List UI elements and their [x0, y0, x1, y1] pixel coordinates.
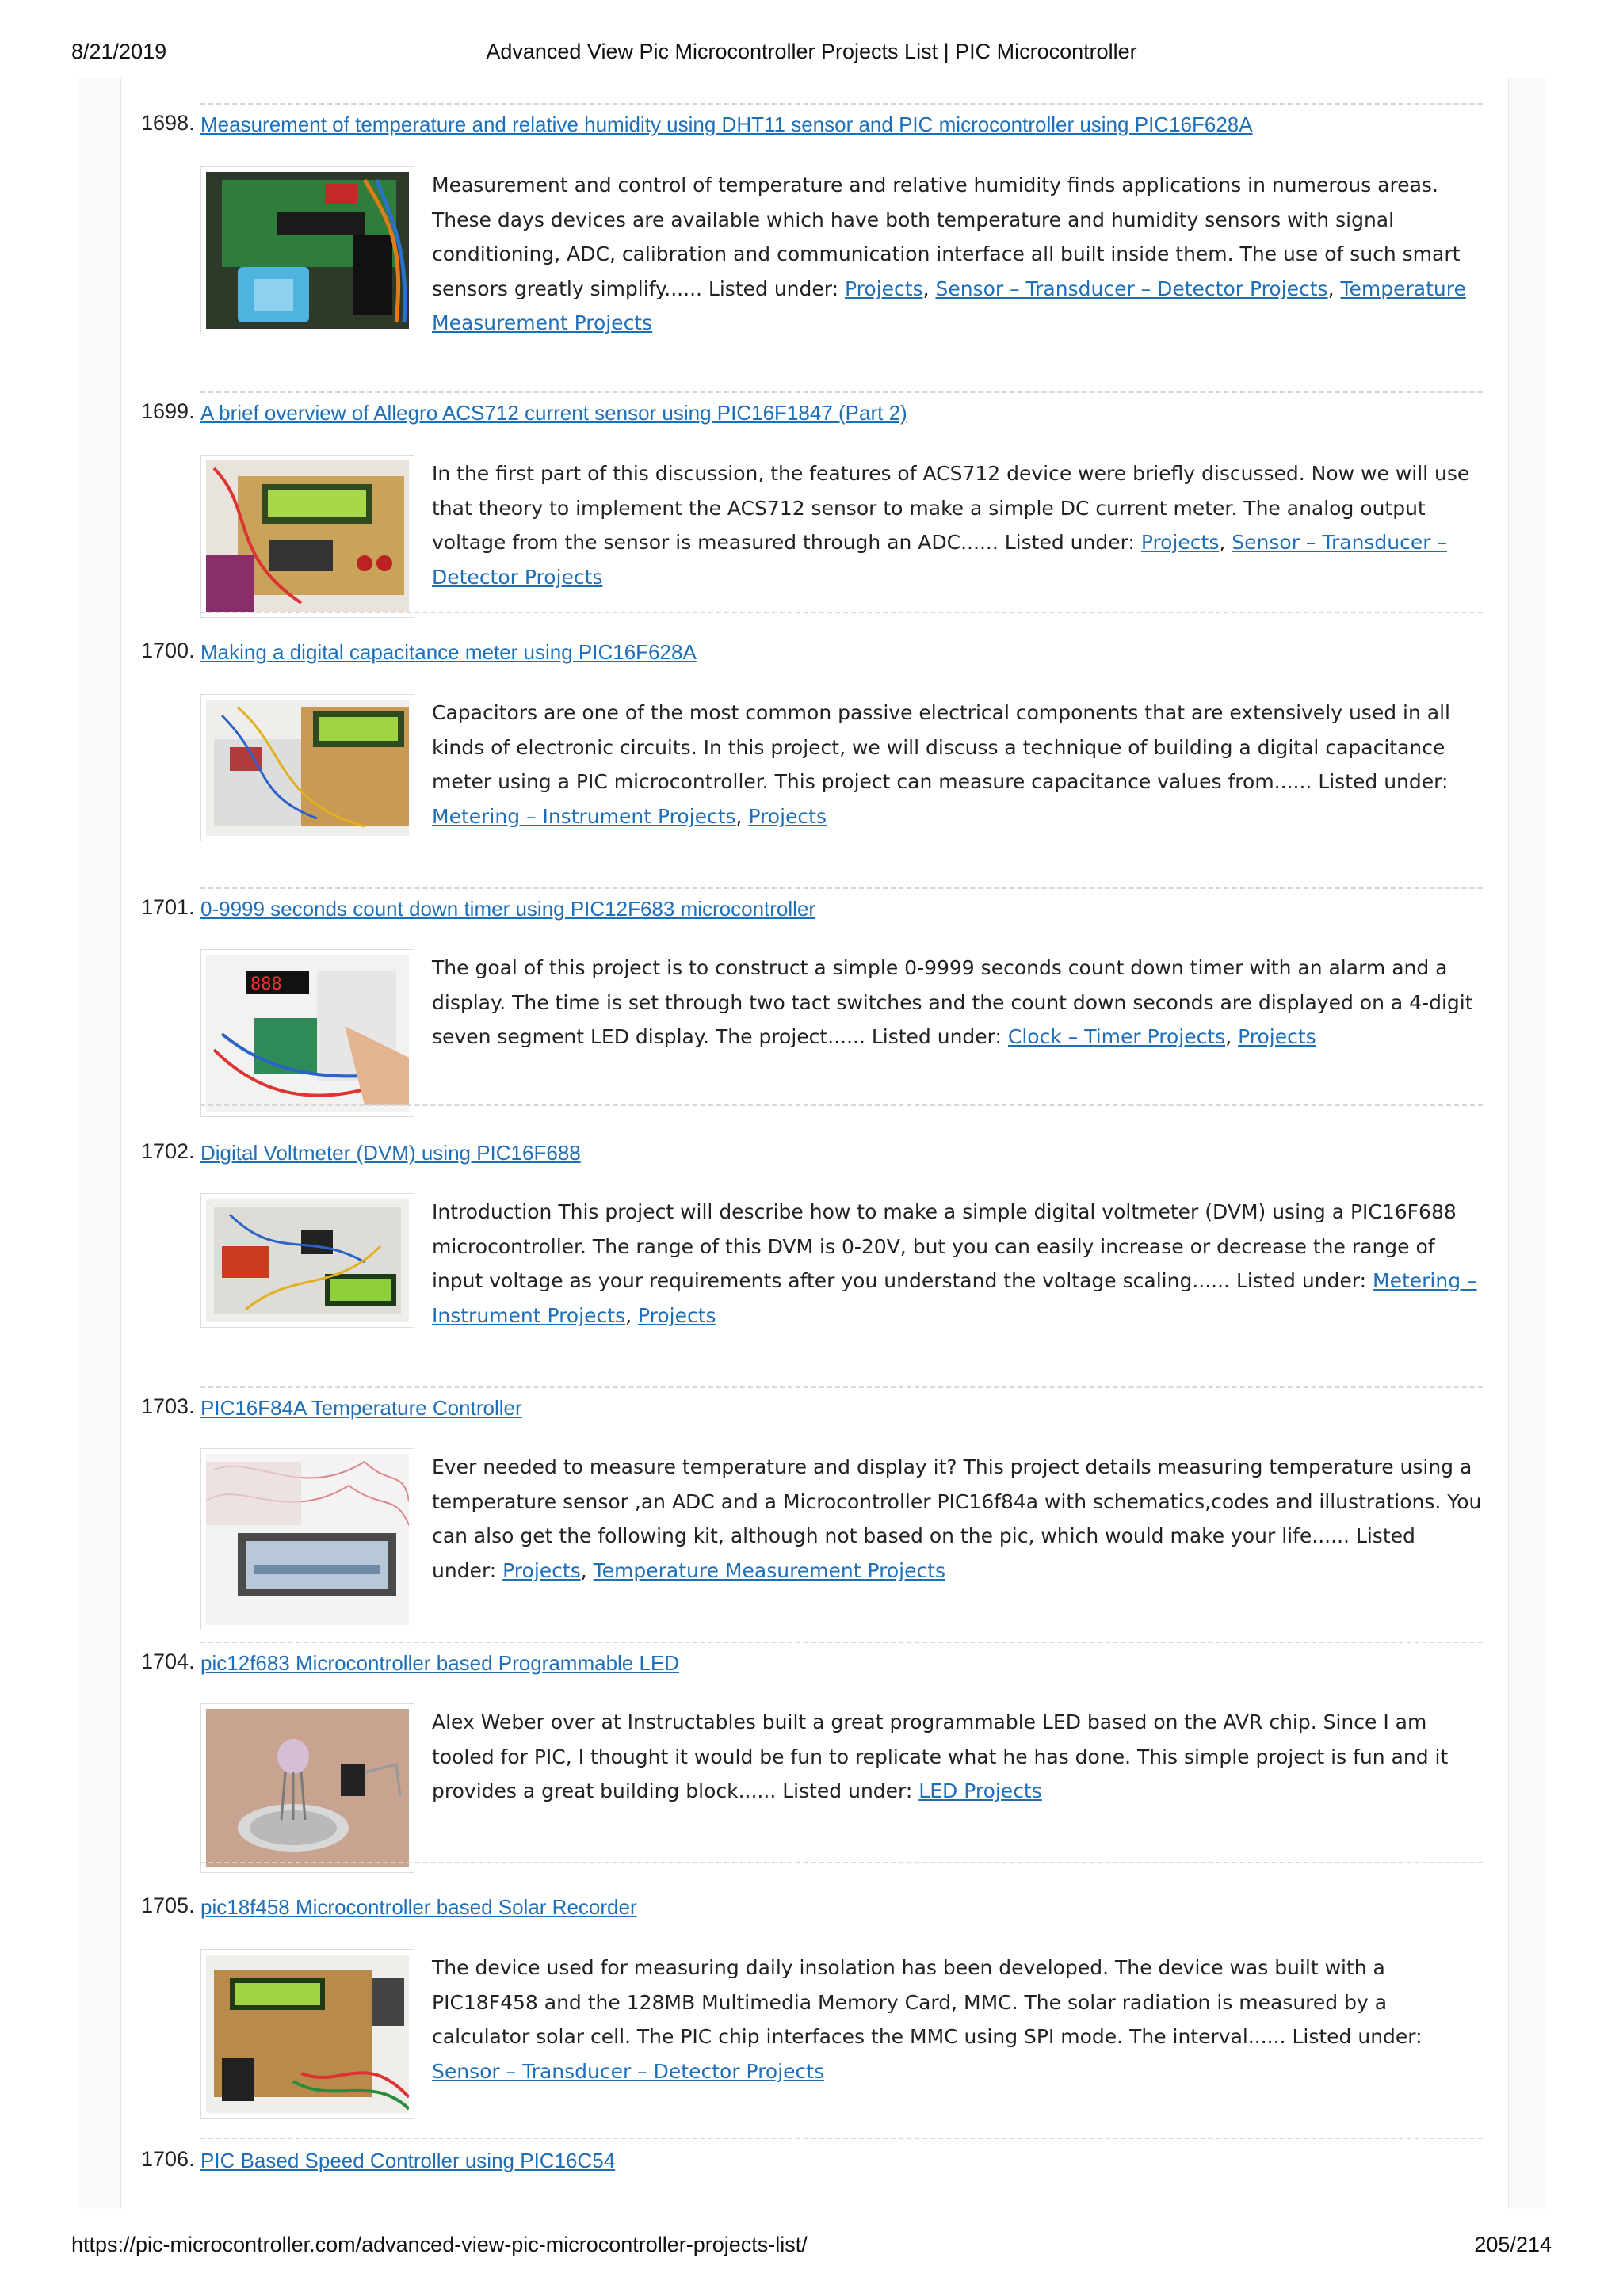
divider: [200, 2138, 1483, 2139]
description-text: Introduction This project will describe how to make a simple digital voltmeter (DVM) using a PIC16F688 microcontroller. The range of this DVM is 0-20V, but you can easily increase or decrease the range of input voltage as your requirements after you understand the voltage scaling......: [432, 1200, 1457, 1293]
category-link[interactable]: Projects: [1238, 1025, 1316, 1049]
category-link[interactable]: Projects: [748, 804, 827, 828]
category-link[interactable]: Projects: [502, 1558, 581, 1582]
item-number: 1701.: [141, 895, 195, 919]
item-description: Ever needed to measure temperature and display it? This project details measuring temperature using a temperature sensor ,an ADC and a Microcontroller PIC16f84a with schematics,codes and illustrations. You can also get the following kit, although not based on the pic, which would make your life...... Listed under: Projects, Temperature Measurement Projects: [432, 1455, 1482, 1582]
divider: [200, 1862, 1483, 1863]
item-description: [432, 1951, 1483, 2088]
item-title-link[interactable]: pic12f683 Microcontroller based Programmable LED: [200, 1651, 680, 1675]
category-link[interactable]: Projects: [1140, 531, 1220, 555]
page-number: 205/214: [1474, 2233, 1552, 2256]
item-description: In the first part of this discussion, the features of ACS712 device were briefly discussed. Now we will use that theory to implement the ACS712 sensor to make a simple DC current meter. The analog output voltage from the sensor is measured through an ADC...... Listed under: Projects, Sensor – Transducer – Detector Projects: [432, 462, 1470, 589]
project-thumbnail[interactable]: [200, 1448, 414, 1630]
description-text: Measurement and control of temperature and relative humidity finds applications in numerous areas. These days devices are available which have both temperature and humidity sensors with signal conditioning, ADC, calibration and communication interface all built inside them. The use of such smart sensors greatly simplify......: [432, 174, 1461, 300]
item-number: 1702.: [141, 1139, 195, 1163]
thumbnail-image: [206, 1955, 409, 2113]
item-description: [432, 1705, 1483, 1809]
thumbnail-image: [206, 1709, 409, 1867]
item-description: Measurement and control of temperature and relative humidity finds applications in numerous areas. These days devices are available which have both temperature and humidity sensors with signal conditioning, ADC, calibration and communication interface all built inside them. The use of such smart sensors greatly simplify...... Listed under: Projects, Sensor – Transducer – Detector Projects, Temperature Measurement Projects: [432, 174, 1466, 335]
category-link[interactable]: LED Projects: [918, 1779, 1042, 1803]
project-thumbnail[interactable]: [200, 455, 414, 618]
project-thumbnail[interactable]: [200, 166, 414, 334]
item-number: 1699.: [141, 399, 195, 423]
listed-under-label: Listed under:: [1292, 2025, 1423, 2049]
listed-under-label: Listed under:: [1318, 770, 1449, 794]
item-number: 1706.: [141, 2147, 195, 2171]
item-title-link[interactable]: PIC Based Speed Controller using PIC16C54: [200, 2149, 616, 2172]
description-text: In the first part of this discussion, the features of ACS712 device were briefly discussed. Now we will use that theory to implement the ACS712 sensor to make a simple DC current meter. The analog output voltage from the sensor is measured through an ADC......: [432, 462, 1470, 555]
category-link[interactable]: Metering – Instrument Projects: [432, 804, 736, 828]
item-description: Introduction This project will describe how to make a simple digital voltmeter (DVM) using a PIC16F688 microcontroller. The range of this DVM is 0-20V, but you can easily increase or decrease the range of input voltage as your requirements after you understand the voltage scaling...... Listed under: Metering – Instrument Projects, Projects: [432, 1200, 1477, 1327]
listed-under-label: Listed under:: [871, 1025, 1002, 1049]
category-link[interactable]: Sensor – Transducer – Detector Projects: [935, 277, 1328, 300]
category-link[interactable]: Temperature Measurement Projects: [432, 277, 1466, 335]
item-description: Capacitors are one of the most common passive electrical components that are extensively used in all kinds of electronic circuits. In this project, we will discuss a technique of building a digital capacitance meter using a PIC microcontroller. This project can measure capacitance values from...... Listed under: Metering – Instrument Projects, Projects: [432, 701, 1450, 828]
listed-under-label: Listed under:: [708, 277, 839, 300]
project-list: [120, 78, 1509, 2209]
item-number: 1704.: [141, 1650, 195, 1673]
item-title-link[interactable]: A brief overview of Allegro ACS712 current sensor using PIC16F1847 (Part 2): [200, 401, 907, 425]
thumbnail-image: [206, 1454, 409, 1625]
divider: [200, 1386, 1483, 1388]
thumbnail-image: [206, 700, 409, 836]
description-text: Capacitors are one of the most common passive electrical components that are extensively used in all kinds of electronic circuits. In this project, we will discuss a technique of building a digital capacitance meter using a PIC microcontroller. This project can measure capacitance values from......: [432, 701, 1450, 794]
item-number: 1700.: [141, 639, 195, 662]
print-header: [0, 36, 1623, 68]
item-title-link[interactable]: pic18f458 Microcontroller based Solar Recorder: [200, 1895, 637, 1919]
listed-under-label: Listed under:: [1004, 531, 1135, 555]
category-link[interactable]: Clock – Timer Projects: [1007, 1025, 1226, 1049]
project-thumbnail[interactable]: [200, 949, 414, 1117]
item-number: 1698.: [141, 111, 195, 135]
project-thumbnail[interactable]: [200, 1949, 414, 2119]
description-text: Alex Weber over at Instructables built a great programmable LED based on the AVR chip. Since I am tooled for PIC, I thought it would be fun to replicate what he has done. This simple project is fun and it provides a great building block......: [432, 1711, 1449, 1803]
divider: [200, 1104, 1483, 1106]
print-url: https://pic-microcontroller.com/advanced-view-pic-microcontroller-projects-list/: [71, 2233, 808, 2256]
project-thumbnail[interactable]: [200, 1193, 414, 1328]
category-link[interactable]: Projects: [844, 277, 923, 300]
divider: [200, 103, 1483, 105]
category-link[interactable]: Metering – Instrument Projects: [432, 1269, 1477, 1327]
item-title-link[interactable]: Measurement of temperature and relative humidity using DHT11 sensor and PIC microcontroller using PIC16F628A: [200, 113, 1253, 136]
item-title-link[interactable]: Digital Voltmeter (DVM) using PIC16F688: [200, 1141, 581, 1165]
divider: [200, 391, 1483, 393]
category-link[interactable]: Sensor – Transducer – Detector Projects: [432, 531, 1447, 589]
svg-text:888: 888: [250, 974, 282, 994]
item-title-link[interactable]: Making a digital capacitance meter using PIC16F628A: [200, 640, 697, 664]
thumbnail-image: [206, 1199, 409, 1322]
category-link[interactable]: Temperature Measurement Projects: [593, 1558, 946, 1582]
project-thumbnail[interactable]: [200, 1703, 414, 1873]
divider: [200, 887, 1483, 889]
listed-under-label: Listed under:: [432, 1524, 1415, 1582]
description-text: Ever needed to measure temperature and display it? This project details measuring temperature using a temperature sensor ,an ADC and a Microcontroller PIC16f84a with schematics,codes and illustrations. You can also get the following kit, although not based on the pic, which would make your life......: [432, 1455, 1482, 1548]
item-number: 1703.: [141, 1394, 195, 1418]
item-description: The goal of this project is to construct a simple 0-9999 seconds count down timer with an alarm and a display. The time is set through two tact switches and the count down seconds are displayed on a 4-digit seven segment LED display. The project...... Listed under: Clock – Timer Projects, Projects: [432, 956, 1473, 1049]
category-link[interactable]: Projects: [637, 1303, 716, 1327]
item-title-link[interactable]: 0-9999 seconds count down timer using PIC12F683 microcontroller: [200, 897, 816, 921]
page-frame: [79, 78, 1547, 2209]
project-thumbnail[interactable]: [200, 694, 414, 841]
thumbnail-image: [206, 460, 409, 612]
divider: [200, 612, 1483, 613]
description-text: The goal of this project is to construct a simple 0-9999 seconds count down timer with an alarm and a display. The time is set through two tact switches and the count down seconds are displayed on a 4-digit seven segment LED display. The project......: [432, 956, 1473, 1049]
thumbnail-image: [206, 955, 409, 1112]
divider: [200, 1642, 1483, 1643]
category-link[interactable]: Sensor – Transducer – Detector Projects: [432, 2059, 825, 2083]
item-number: 1705.: [141, 1894, 195, 1917]
item-title-link[interactable]: PIC16F84A Temperature Controller: [200, 1396, 522, 1420]
listed-under-label: Listed under:: [782, 1779, 913, 1803]
listed-under-label: Listed under:: [1235, 1269, 1367, 1293]
thumbnail-image: [206, 172, 409, 329]
print-title: Advanced View Pic Microcontroller Projects List | PIC Microcontroller: [486, 40, 1137, 63]
print-date: 8/21/2019: [71, 40, 167, 63]
description-text: The device used for measuring daily insolation has been developed. The device was built with a PIC18F458 and the 128MB Multimedia Memory Card, MMC. The solar radiation is measured by a calculator solar cell. The PIC chip interfaces the MMC using SPI mode. The interval......: [432, 1956, 1388, 2049]
